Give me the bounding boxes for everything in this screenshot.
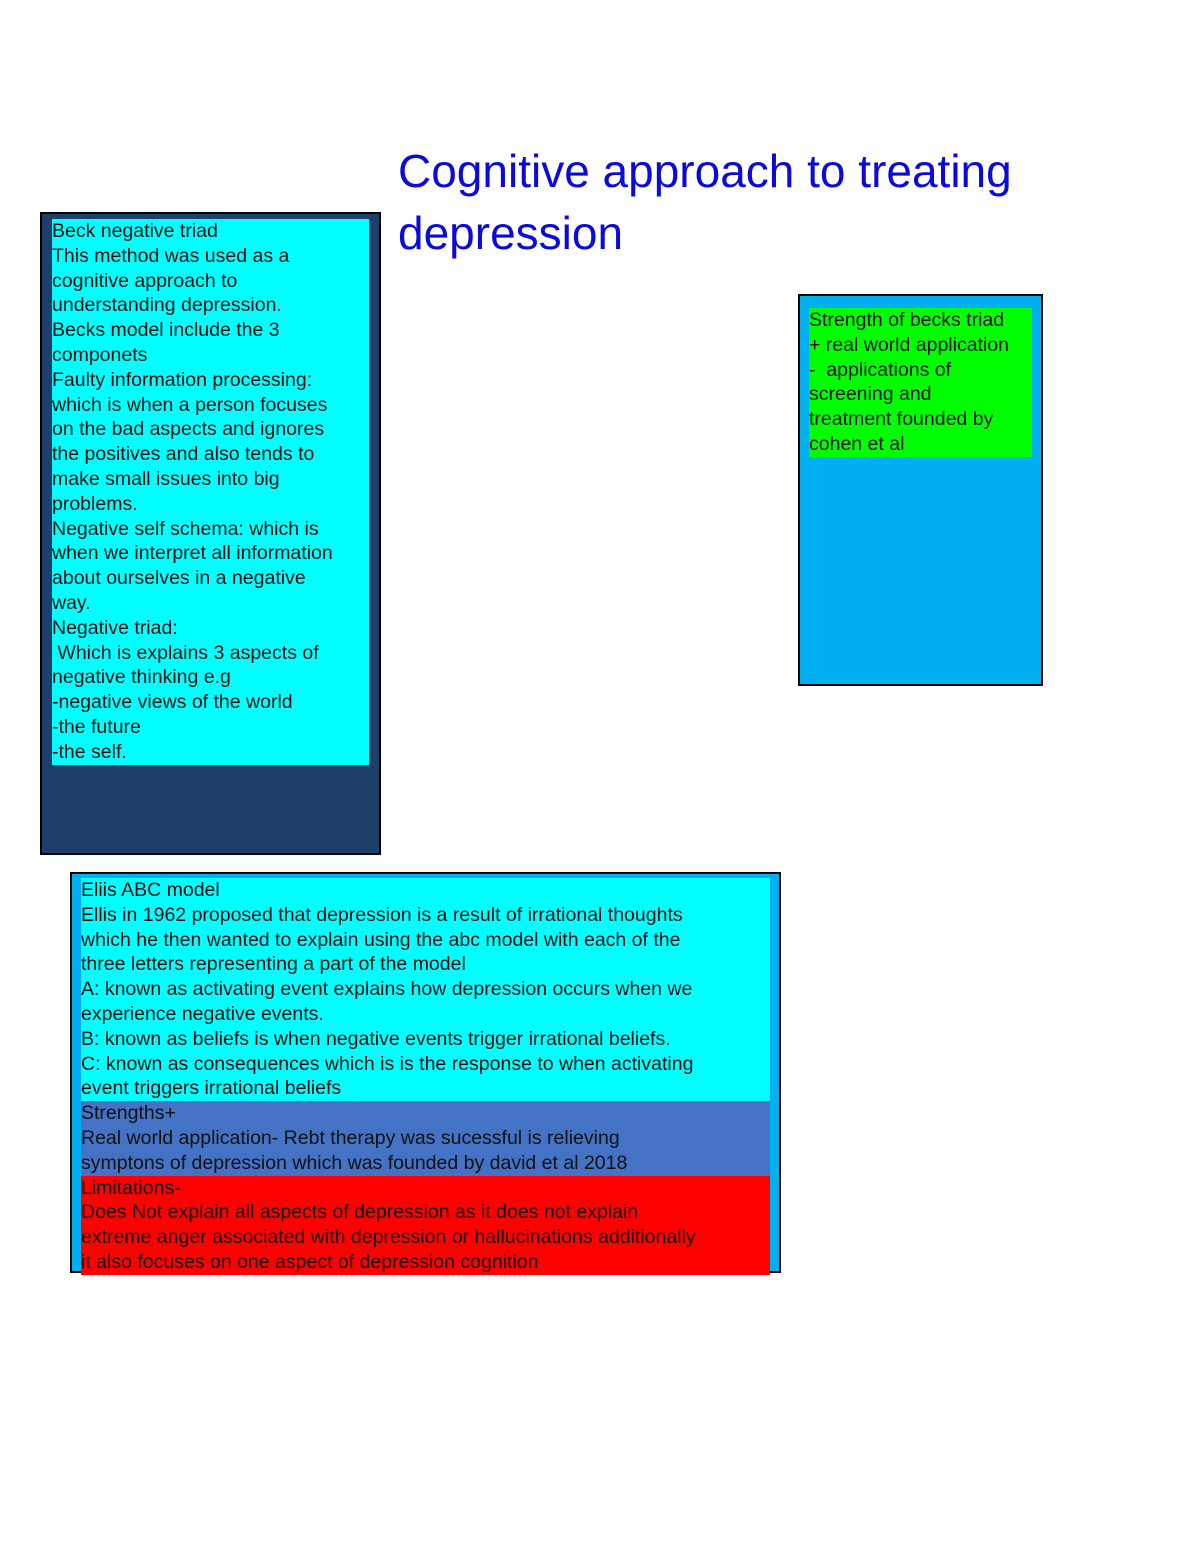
ellis-line: Ellis in 1962 proposed that depression is a result of irrational thoughts [81,903,770,928]
ellis-line: C: known as consequences which is is the response to when activating [81,1052,770,1077]
beck-line: cognitive approach to [52,269,369,294]
beck-line: problems. [52,492,369,517]
beck-line: Beck negative triad [52,219,369,244]
beck-line: Faulty information processing: [52,368,369,393]
strength-line: cohen et al [809,432,1032,457]
ellis-strength-line: symptons of depression which was founded by david et al 2018 [81,1151,770,1176]
beck-line: way. [52,591,369,616]
strength-line: + real world application [809,333,1032,358]
beck-line: This method was used as a [52,244,369,269]
ellis-limitation-line: Limitations- [81,1176,770,1201]
beck-line: when we interpret all information [52,541,369,566]
ellis-line: Eliis ABC model [81,878,770,903]
ellis-intro-text [81,878,770,1101]
ellis-strengths-text [81,1101,770,1175]
beck-line: Which is explains 3 aspects of [52,641,369,666]
strength-line: treatment founded by [809,407,1032,432]
ellis-limitation-line: it also focuses on one aspect of depression cognition [81,1250,770,1275]
beck-line: -the future [52,715,369,740]
beck-line: componets [52,343,369,368]
beck-line: about ourselves in a negative [52,566,369,591]
ellis-limitation-line: Does Not explain all aspects of depression as it does not explain [81,1200,770,1225]
beck-negative-triad-box [40,212,381,855]
ellis-line: which he then wanted to explain using the abc model with each of the [81,928,770,953]
beck-line: -negative views of the world [52,690,369,715]
beck-line: make small issues into big [52,467,369,492]
strength-line: Strength of becks triad [809,308,1032,333]
becks-triad-strength-box [798,294,1043,686]
ellis-strength-line: Real world application- Rebt therapy was sucessful is relieving [81,1126,770,1151]
beck-line: which is when a person focuses [52,393,369,418]
beck-line: Negative self schema: which is [52,517,369,542]
strength-line: screening and [809,382,1032,407]
ellis-line: B: known as beliefs is when negative events trigger irrational beliefs. [81,1027,770,1052]
ellis-line: event triggers irrational beliefs [81,1076,770,1101]
ellis-abc-model-box [70,872,781,1273]
ellis-strength-line: Strengths+ [81,1101,770,1126]
page-title: Cognitive approach to treating depression [398,145,1012,259]
ellis-line: experience negative events. [81,1002,770,1027]
beck-text [52,219,369,765]
beck-line: Negative triad: [52,616,369,641]
beck-line: -the self. [52,740,369,765]
beck-line: on the bad aspects and ignores [52,417,369,442]
beck-line: negative thinking e.g [52,665,369,690]
ellis-line: A: known as activating event explains how depression occurs when we [81,977,770,1002]
beck-line: the positives and also tends to [52,442,369,467]
ellis-limitation-line: extreme anger associated with depression or hallucinations additionally [81,1225,770,1250]
strength-line: - applications of [809,358,1032,383]
beck-line: Becks model include the 3 [52,318,369,343]
ellis-line: three letters representing a part of the model [81,952,770,977]
strength-text [809,308,1032,457]
beck-line: understanding depression. [52,293,369,318]
ellis-limitations-text [81,1176,770,1275]
